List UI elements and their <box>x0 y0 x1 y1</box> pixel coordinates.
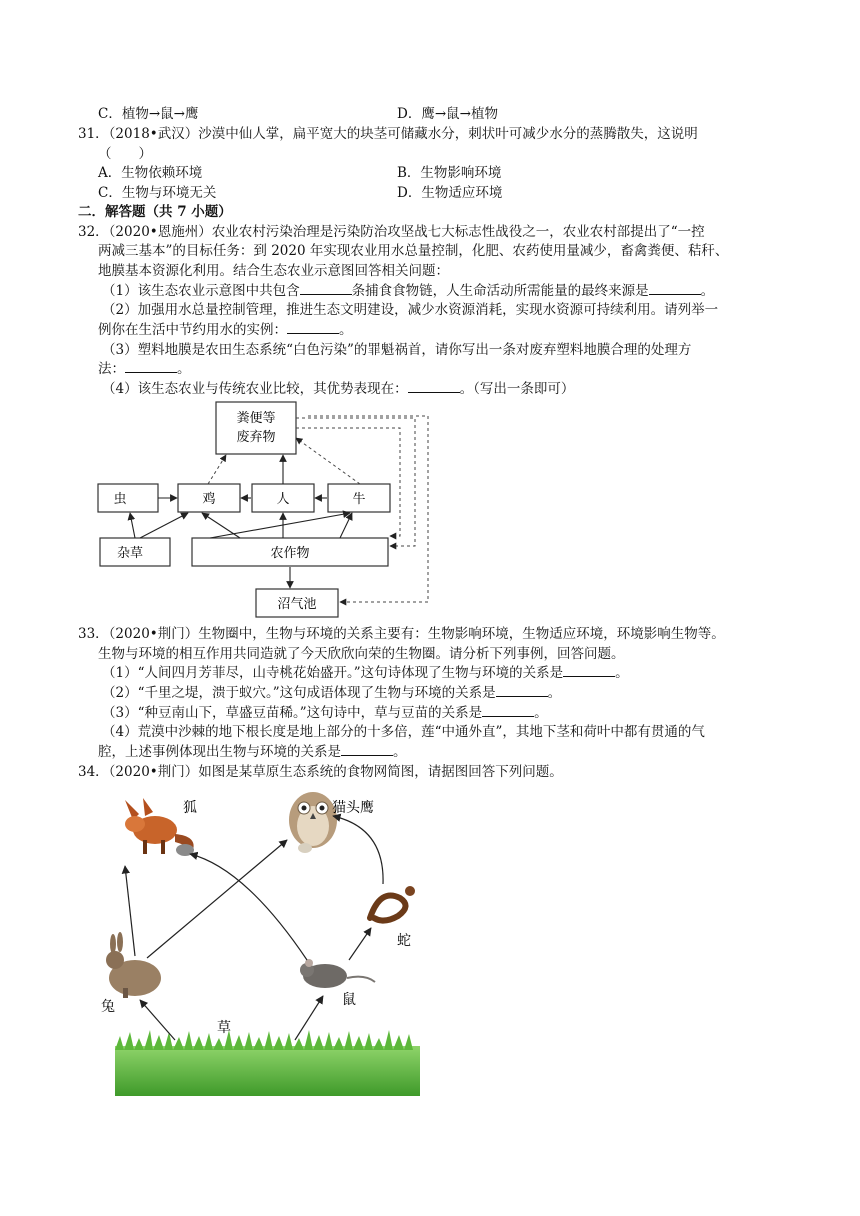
q33-stem-line2: 生物与环境的相互作用共同造就了今天欣欣向荣的生物圈。请分析下列事例，回答问题。 <box>98 646 625 662</box>
owl-image <box>289 792 337 853</box>
waste-label-1: 粪便等 <box>236 411 276 426</box>
answer-blank[interactable] <box>649 282 701 295</box>
waste-box <box>216 402 296 454</box>
arrow-rabbit-fox <box>125 866 135 956</box>
arrow-rabbit-owl <box>147 840 287 958</box>
answer-blank[interactable] <box>563 664 615 677</box>
q32-part4: （4）该生态农业与传统农业比较，其优势表现在： 。（写出一条即可） <box>102 381 575 397</box>
q33-stem-line1: 33．（2020•荆门）生物圈中，生物与环境的关系主要有：生物影响环境，生物适应环境，环境影响生物等。 <box>78 626 725 642</box>
q32-stem-line2: 两减三基本”的目标任务：到 2020 年实现农业用水总量控制，化肥、农药使用量减少，畜禽粪便、秸秆、 <box>98 243 729 259</box>
q30-option-d: D．鹰→鼠→植物 <box>397 106 498 122</box>
q32-part3-line2: 法： 。 <box>98 361 191 377</box>
snake-label: 蛇 <box>397 933 411 949</box>
q32-part1: （1）该生态农业示意图中共包含 条捕食食物链，人生命活动所需能量的最终来源是 。 <box>102 283 715 299</box>
q32-part2-line1: （2）加强用水总量控制管理，推进生态文明建设，减少水资源消耗，实现水资源可持续利用。请列举一 <box>102 302 719 318</box>
fox-label: 狐 <box>183 800 197 816</box>
q32-stem-line3: 地膜基本资源化利用。结合生态农业示意图回答相关问题： <box>98 263 449 279</box>
q33-part2: （2）“千里之堤，溃于蚁穴。”这句成语体现了生物与环境的关系是 。 <box>102 685 562 701</box>
chicken-label: 鸡 <box>202 492 216 507</box>
answer-blank[interactable] <box>287 321 339 334</box>
answer-blank[interactable] <box>482 704 534 717</box>
human-label: 人 <box>276 492 290 507</box>
arrow-snake-owl <box>333 816 383 884</box>
eco-agriculture-diagram <box>90 396 440 622</box>
section-title: 二．解答题（共 7 小题） <box>78 204 232 220</box>
q31-option-c: C．生物与环境无关 <box>98 185 217 201</box>
snake-image <box>370 886 415 921</box>
weed-label: 杂草 <box>116 546 144 561</box>
mouse-image <box>300 959 375 988</box>
q33-part4-line2: 腔，上述事例体现出生物与环境的关系是 。 <box>98 744 407 760</box>
bug-box <box>98 484 158 512</box>
q31-option-d: D．生物适应环境 <box>397 185 503 201</box>
answer-blank[interactable] <box>408 380 460 393</box>
q31-option-b: B．生物影响环境 <box>397 165 502 181</box>
owl-label: 猫头鹰 <box>332 800 374 816</box>
arrow-grass-rabbit <box>140 1000 175 1040</box>
waste-label-2: 废弃物 <box>236 430 276 445</box>
grass-label: 草 <box>217 1020 231 1036</box>
answer-blank[interactable] <box>300 282 352 295</box>
q33-part3: （3）“种豆南山下，草盛豆苗稀。”这句诗中，草与豆苗的关系是 。 <box>102 705 548 721</box>
q32-stem-line1: 32．（2020•恩施州）农业农村污染治理是污染防治攻坚战七大标志性战役之一，农业农村部提出了“一控 <box>78 224 705 240</box>
grass-image <box>115 1030 420 1096</box>
q32-part3-line1: （3）塑料地膜是农田生态系统“白色污染”的罪魁祸首，请你写出一条对废弃塑料地膜合理的处理方 <box>102 342 692 358</box>
q33-part1: （1）“人间四月芳菲尽，山寺桃花始盛开。”这句诗体现了生物与环境的关系是 。 <box>102 665 629 681</box>
answer-blank[interactable] <box>341 743 393 756</box>
q31-stem: 31．（2018•武汉）沙漠中仙人掌，扁平宽大的块茎可储藏水分，刺状叶可减少水分的蒸腾散失，这说明 <box>78 126 698 142</box>
answer-blank[interactable] <box>125 360 177 373</box>
arrow-mouse-snake <box>349 928 371 960</box>
crops-label: 农作物 <box>270 546 310 561</box>
bug-label: 虫 <box>113 492 127 507</box>
food-web-diagram <box>95 788 440 1100</box>
q34-stem: 34．（2020•荆门）如图是某草原生态系统的食物网简图，请据图回答下列问题。 <box>78 764 563 780</box>
q31-answer-paren: （ ） <box>98 146 152 162</box>
q30-option-c: C．植物→鼠→鹰 <box>98 106 199 122</box>
biogas-label: 沼气池 <box>277 597 317 612</box>
q31-option-a: A．生物依赖环境 <box>98 165 203 181</box>
mouse-label: 鼠 <box>342 992 356 1008</box>
q33-part4-line1: （4）荒漠中沙棘的地下根长度是地上部分的十多倍，莲“中通外直”，其地下茎和荷叶中都有贯通的气 <box>102 724 705 740</box>
answer-blank[interactable] <box>496 684 548 697</box>
cow-label: 牛 <box>352 492 366 507</box>
rabbit-label: 兔 <box>101 999 115 1015</box>
q32-part2-line2: 例你在生活中节约用水的实例： 。 <box>98 322 353 338</box>
